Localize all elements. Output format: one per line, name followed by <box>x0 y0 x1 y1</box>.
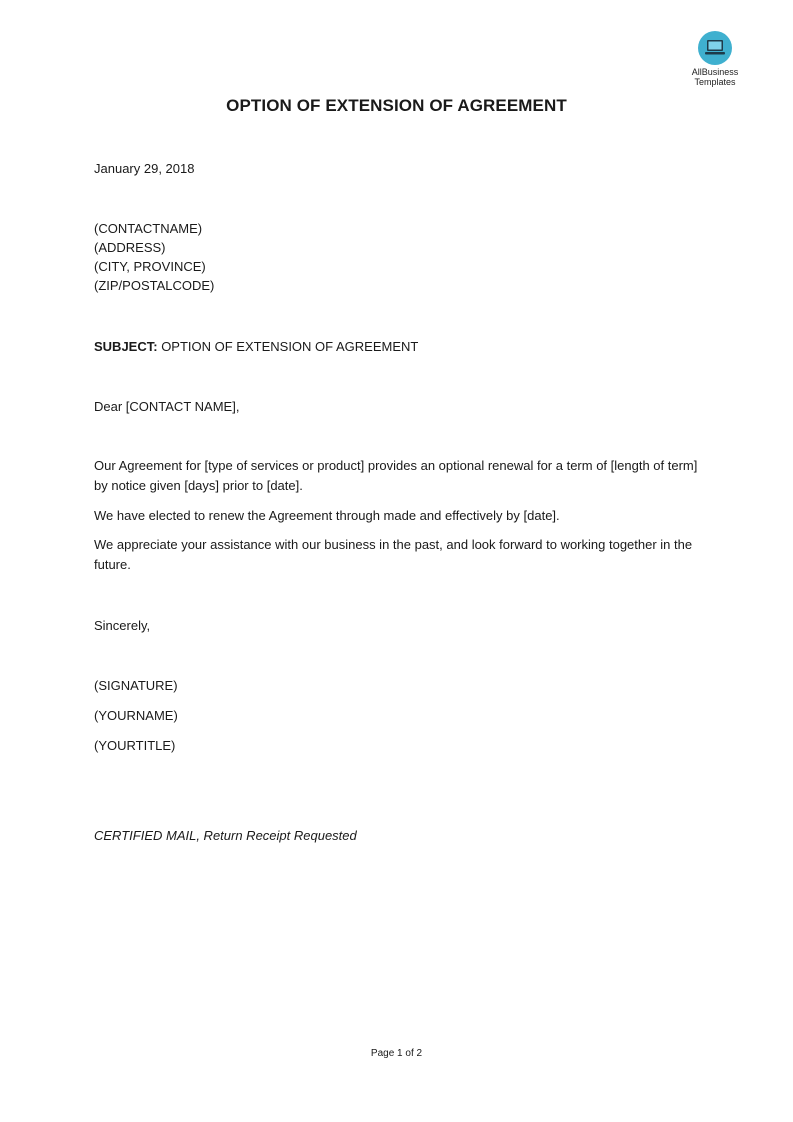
recipient-zip: (ZIP/POSTALCODE) <box>94 278 215 293</box>
body-paragraph-2: We have elected to renew the Agreement through made and effectively by [date]. <box>94 508 560 523</box>
letter-date: January 29, 2018 <box>94 161 195 176</box>
subject-label: SUBJECT: <box>94 339 158 354</box>
subject-text: OPTION OF EXTENSION OF AGREEMENT <box>157 339 419 354</box>
signature-placeholder: (SIGNATURE) <box>94 678 178 693</box>
sender-name: (YOURNAME) <box>94 708 178 723</box>
page-number: Page 1 of 2 <box>370 1048 423 1059</box>
recipient-address: (ADDRESS) <box>94 240 166 255</box>
closing: Sincerely, <box>94 618 151 633</box>
recipient-name: (CONTACTNAME) <box>94 221 203 236</box>
salutation: Dear [CONTACT NAME], <box>94 399 240 414</box>
document-title: OPTION OF EXTENSION OF AGREEMENT <box>226 96 567 115</box>
logo-text-line1: AllBusiness <box>691 67 739 77</box>
allbusiness-logo <box>680 31 750 87</box>
body-paragraph-3: We appreciate your assistance with our business in the past, and look forward to working together in the future. <box>94 537 693 572</box>
certified-mail-note: CERTIFIED MAIL, Return Receipt Requested <box>94 828 357 843</box>
subject-line <box>94 337 418 356</box>
logo-text-line2: Templates <box>694 77 736 87</box>
recipient-city: (CITY, PROVINCE) <box>94 259 206 274</box>
laptop-icon <box>698 31 732 65</box>
body-paragraph-1: Our Agreement for [type of services or product] provides an optional renewal for a term of [length of term] by notice given [days] prior to [date]. <box>94 458 698 493</box>
sender-title: (YOURTITLE) <box>94 738 176 753</box>
